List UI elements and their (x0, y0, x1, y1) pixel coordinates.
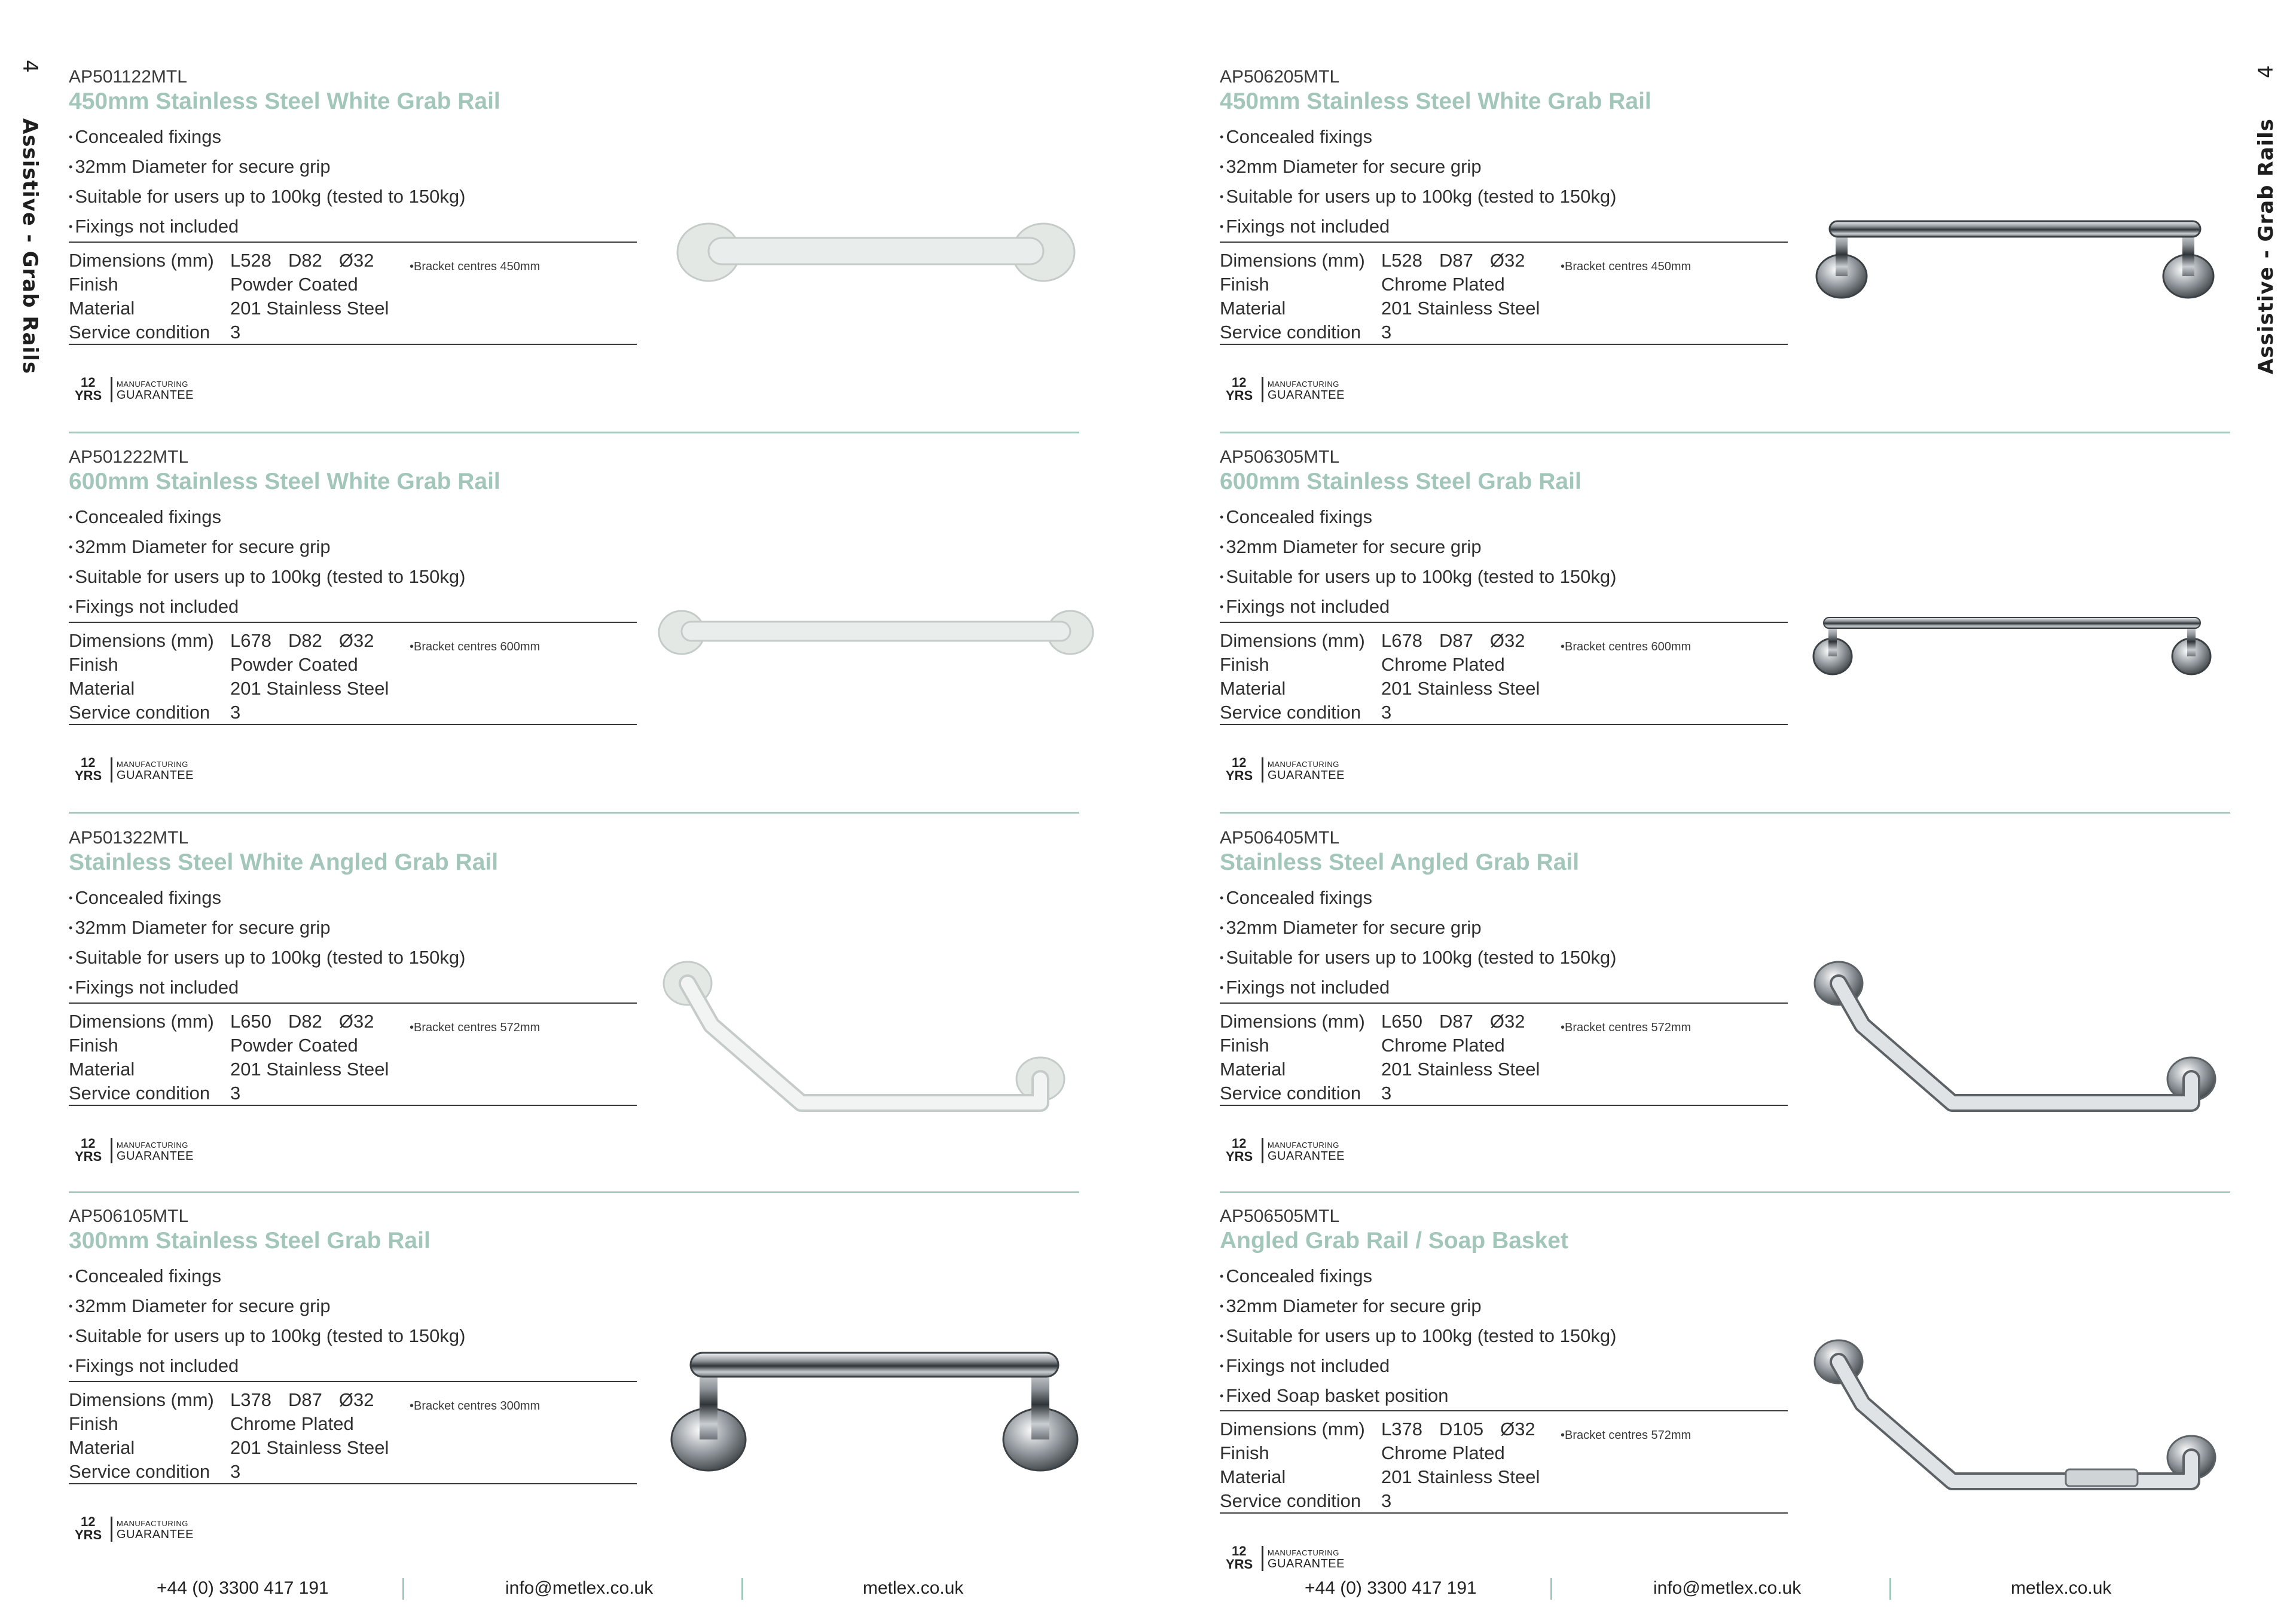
left-section-title: Assistive - Grab Rails (18, 118, 42, 375)
spec-table (1220, 1002, 1788, 1106)
spec-value-service: 3 (1381, 1490, 1392, 1511)
spec-value-finish: Chrome Plated (1381, 654, 1505, 675)
guarantee-badge (1225, 375, 1356, 405)
spec-row-finish (69, 274, 637, 298)
spec-value-material: 201 Stainless Steel (1381, 1466, 1540, 1487)
spec-value-dimensions (1381, 1419, 1552, 1440)
dim-diameter: Ø32 (338, 1011, 374, 1032)
product-name: 600mm Stainless Steel Grab Rail (1220, 469, 1581, 494)
spec-label: Dimensions (mm) (1220, 250, 1365, 271)
spec-label: Finish (69, 1413, 118, 1434)
feature-list (1220, 883, 1616, 1002)
grab-rail-image (658, 567, 1100, 749)
spec-value-finish: Powder Coated (230, 274, 358, 295)
guarantee-line2: GUARANTEE (117, 389, 194, 402)
spec-value-finish: Powder Coated (230, 654, 358, 675)
guarantee-line1: MANUFACTURING (1268, 760, 1339, 769)
spec-row-material (69, 1059, 637, 1083)
guarantee-bar (111, 1138, 112, 1163)
spec-label: Service condition (69, 1461, 210, 1482)
spec-table (69, 622, 637, 725)
spec-value-finish: Chrome Plated (230, 1413, 354, 1434)
section-divider (1220, 1191, 2230, 1193)
dim-diameter: Ø32 (1489, 250, 1525, 271)
spec-label: Dimensions (mm) (1220, 1419, 1365, 1439)
guarantee-bar (1262, 1546, 1263, 1571)
spec-label: Service condition (1220, 702, 1361, 723)
spec-row-material (69, 678, 637, 702)
guarantee-bar (1262, 377, 1263, 402)
spec-value-material: 201 Stainless Steel (230, 1437, 389, 1458)
guarantee-line2: GUARANTEE (1268, 389, 1345, 402)
feature-bullet: • Suitable for users up to 100kg (tested to 150kg) (1220, 182, 1616, 212)
right-side-tab (2254, 60, 2278, 380)
feature-list (1220, 502, 1616, 622)
right-page-number: 4 (2254, 65, 2278, 78)
dim-length: L678 (1381, 630, 1422, 651)
guarantee-badge (74, 375, 205, 405)
guarantee-years: 12 (1232, 375, 1247, 390)
feature-bullet: • 32mm Diameter for secure grip (69, 913, 465, 943)
section-divider (69, 432, 1079, 433)
guarantee-yrs: YRS (1226, 388, 1253, 403)
spec-label: Finish (1220, 1035, 1269, 1056)
spec-label: Service condition (69, 702, 210, 723)
grab-rail-image (658, 187, 1100, 369)
grab-rail-image (658, 947, 1100, 1130)
spec-value-dimensions (1381, 1011, 1541, 1032)
product-name: Stainless Steel White Angled Grab Rail (69, 849, 499, 875)
spec-label: Finish (69, 274, 118, 295)
bracket-note: • Bracket centres 450mm (410, 259, 553, 274)
guarantee-line2: GUARANTEE (1268, 1557, 1345, 1570)
bracket-note: • Bracket centres 600mm (410, 640, 553, 654)
spec-row-material (1220, 678, 1788, 702)
product-code: AP506205MTL (1220, 67, 1340, 87)
feature-bullet: • Fixed Soap basket position (1220, 1381, 1616, 1411)
spec-value-service: 3 (1381, 1083, 1392, 1104)
feature-bullet: • 32mm Diameter for secure grip (1220, 532, 1616, 562)
dim-diameter: Ø32 (338, 630, 374, 651)
spec-label: Service condition (1220, 1083, 1361, 1104)
dim-length: L650 (1381, 1011, 1422, 1032)
spec-row-material (1220, 1466, 1788, 1490)
section-divider (1220, 812, 2230, 814)
spec-row-dimensions (69, 630, 637, 654)
spec-label: Material (1220, 298, 1286, 319)
spec-table (69, 1002, 637, 1106)
guarantee-bar (1262, 1138, 1263, 1163)
spec-label: Dimensions (mm) (69, 250, 214, 271)
feature-bullet: • Suitable for users up to 100kg (tested to 150kg) (69, 562, 465, 592)
spec-label: Material (69, 298, 135, 319)
spec-row-finish (69, 654, 637, 678)
spec-value-service: 3 (230, 1461, 241, 1482)
dim-length: L378 (1381, 1419, 1422, 1439)
section-divider (69, 812, 1079, 814)
spec-row-material (69, 298, 637, 322)
spec-row-finish (1220, 1035, 1788, 1059)
spec-row-dimensions (69, 250, 637, 274)
product-name: 600mm Stainless Steel White Grab Rail (69, 469, 500, 494)
left-footer-email: info@metlex.co.uk (505, 1578, 654, 1598)
product-code: AP506505MTL (1220, 1206, 1340, 1226)
guarantee-badge (1225, 1543, 1356, 1573)
spec-value-material: 201 Stainless Steel (1381, 678, 1540, 699)
bracket-note: • Bracket centres 450mm (1561, 259, 1704, 274)
spec-label: Service condition (1220, 322, 1361, 343)
dim-depth: D87 (1439, 630, 1473, 651)
spec-row-dimensions (1220, 1419, 1788, 1442)
spec-value-service: 3 (230, 1083, 241, 1104)
product-code: AP501122MTL (69, 67, 187, 87)
feature-bullet: • Fixings not included (69, 212, 465, 242)
feature-bullet: • Concealed fixings (69, 1261, 465, 1291)
spec-label: Dimensions (mm) (1220, 1011, 1365, 1032)
guarantee-years: 12 (81, 1514, 96, 1529)
dim-depth: D105 (1439, 1419, 1484, 1439)
bracket-note: • Bracket centres 572mm (1561, 1428, 1704, 1442)
dim-length: L378 (230, 1389, 271, 1410)
product-code: AP501322MTL (69, 828, 189, 848)
spec-label: Finish (1220, 654, 1269, 675)
guarantee-line1: MANUFACTURING (117, 760, 188, 769)
spec-row-dimensions (1220, 630, 1788, 654)
spec-row-dimensions (69, 1389, 637, 1413)
right-section-title: Assistive - Grab Rails (2254, 118, 2278, 375)
spec-row-material (1220, 1059, 1788, 1083)
dim-length: L650 (230, 1011, 271, 1032)
feature-bullet: • Fixings not included (69, 1351, 465, 1381)
dim-depth: D82 (288, 630, 322, 651)
spec-row-finish (1220, 274, 1788, 298)
guarantee-bar (111, 1517, 112, 1542)
product-name: Angled Grab Rail / Soap Basket (1220, 1228, 1568, 1254)
spec-table (1220, 242, 1788, 345)
spec-row-service (69, 1461, 637, 1485)
feature-list (69, 122, 465, 242)
product-code: AP506105MTL (69, 1206, 189, 1226)
guarantee-yrs: YRS (75, 1149, 102, 1164)
spec-value-dimensions (230, 250, 390, 271)
right-footer-phone: +44 (0) 3300 417 191 (1305, 1578, 1477, 1598)
feature-bullet: • Fixings not included (69, 973, 465, 1002)
spec-label: Service condition (69, 322, 210, 343)
dim-diameter: Ø32 (338, 250, 374, 271)
spec-value-finish: Powder Coated (230, 1035, 358, 1056)
spec-row-material (69, 1437, 637, 1461)
guarantee-line2: GUARANTEE (117, 769, 194, 782)
spec-row-material (1220, 298, 1788, 322)
spec-value-finish: Chrome Plated (1381, 1442, 1505, 1463)
dim-depth: D87 (288, 1389, 322, 1410)
grab-rail-image (1809, 947, 2251, 1130)
spec-row-finish (69, 1035, 637, 1059)
guarantee-years: 12 (81, 755, 96, 770)
feature-bullet: • Fixings not included (1220, 212, 1616, 242)
guarantee-years: 12 (1232, 755, 1247, 770)
dim-depth: D82 (288, 250, 322, 271)
feature-bullet: • Suitable for users up to 100kg (tested to 150kg) (1220, 562, 1616, 592)
guarantee-line1: MANUFACTURING (1268, 1141, 1339, 1150)
product-name: 300mm Stainless Steel Grab Rail (69, 1228, 430, 1254)
spec-value-dimensions (1381, 250, 1541, 271)
feature-bullet: • Fixings not included (69, 592, 465, 622)
product-name: 450mm Stainless Steel White Grab Rail (1220, 88, 1651, 114)
feature-bullet: • Concealed fixings (1220, 502, 1616, 532)
guarantee-years: 12 (81, 375, 96, 390)
grab-rail-image (1809, 567, 2251, 749)
product-code: AP501222MTL (69, 447, 189, 467)
bracket-note: • Bracket centres 300mm (410, 1399, 553, 1413)
grab-rail-image (1809, 1326, 2251, 1508)
spec-value-material: 201 Stainless Steel (1381, 298, 1540, 319)
dim-diameter: Ø32 (1489, 630, 1525, 651)
spec-value-finish: Chrome Plated (1381, 1035, 1505, 1056)
right-footer-separator (1550, 1578, 1552, 1600)
feature-bullet: • 32mm Diameter for secure grip (1220, 152, 1616, 182)
spec-label: Finish (1220, 1442, 1269, 1463)
guarantee-line2: GUARANTEE (117, 1528, 194, 1541)
feature-bullet: • 32mm Diameter for secure grip (69, 532, 465, 562)
feature-bullet: • Concealed fixings (69, 502, 465, 532)
spec-label: Material (1220, 1466, 1286, 1487)
guarantee-yrs: YRS (1226, 1557, 1253, 1572)
guarantee-years: 12 (1232, 1543, 1247, 1558)
spec-row-service (1220, 1083, 1788, 1107)
spec-value-material: 201 Stainless Steel (1381, 1059, 1540, 1080)
dim-depth: D87 (1439, 250, 1473, 271)
dim-diameter: Ø32 (338, 1389, 374, 1410)
bracket-note: • Bracket centres 600mm (1561, 640, 1704, 654)
feature-bullet: • Fixings not included (1220, 1351, 1616, 1381)
right-footer-separator (1889, 1578, 1891, 1600)
left-side-tab (18, 60, 42, 380)
dim-depth: D87 (1439, 1011, 1473, 1032)
grab-rail-image (1809, 187, 2251, 369)
feature-bullet: • 32mm Diameter for secure grip (69, 152, 465, 182)
guarantee-badge (1225, 1136, 1356, 1166)
guarantee-line2: GUARANTEE (1268, 769, 1345, 782)
left-footer-separator (402, 1578, 404, 1600)
spec-table (69, 242, 637, 345)
guarantee-line2: GUARANTEE (1268, 1150, 1345, 1163)
guarantee-years: 12 (81, 1136, 96, 1151)
spec-value-material: 201 Stainless Steel (230, 1059, 389, 1080)
spec-label: Material (69, 1437, 135, 1458)
spec-row-service (69, 322, 637, 346)
guarantee-bar (1262, 757, 1263, 783)
right-footer-web: metlex.co.uk (2011, 1578, 2112, 1598)
spec-value-dimensions (1381, 630, 1541, 652)
feature-bullet: • 32mm Diameter for secure grip (69, 1291, 465, 1321)
feature-bullet: • Suitable for users up to 100kg (tested to 150kg) (1220, 1321, 1616, 1351)
guarantee-yrs: YRS (75, 388, 102, 403)
dim-length: L528 (1381, 250, 1422, 271)
guarantee-line1: MANUFACTURING (117, 380, 188, 389)
feature-bullet: • Concealed fixings (69, 122, 465, 152)
feature-list (69, 883, 465, 1002)
feature-list (1220, 122, 1616, 242)
spec-row-finish (69, 1413, 637, 1437)
guarantee-years: 12 (1232, 1136, 1247, 1151)
feature-bullet: • Suitable for users up to 100kg (tested to 150kg) (1220, 943, 1616, 973)
spec-row-dimensions (1220, 1011, 1788, 1035)
feature-bullet: • Fixings not included (1220, 973, 1616, 1002)
dim-depth: D82 (288, 1011, 322, 1032)
spec-label: Finish (69, 1035, 118, 1056)
left-page-number: 4 (18, 60, 42, 73)
feature-bullet: • Suitable for users up to 100kg (tested to 150kg) (69, 182, 465, 212)
guarantee-line2: GUARANTEE (117, 1150, 194, 1163)
spec-label: Dimensions (mm) (1220, 630, 1365, 651)
feature-bullet: • Concealed fixings (1220, 1261, 1616, 1291)
feature-bullet: • Suitable for users up to 100kg (tested to 150kg) (69, 1321, 465, 1351)
guarantee-bar (111, 377, 112, 402)
guarantee-badge (1225, 755, 1356, 785)
spec-label: Material (1220, 1059, 1286, 1080)
spec-value-service: 3 (1381, 702, 1392, 723)
right-footer-email: info@metlex.co.uk (1653, 1578, 1802, 1598)
guarantee-line1: MANUFACTURING (1268, 1548, 1339, 1557)
spec-table (1220, 1410, 1788, 1514)
guarantee-yrs: YRS (75, 1527, 102, 1542)
spec-value-dimensions (230, 1011, 390, 1032)
dim-length: L678 (230, 630, 271, 651)
product-name: 450mm Stainless Steel White Grab Rail (69, 88, 500, 114)
feature-bullet: • Suitable for users up to 100kg (tested to 150kg) (69, 943, 465, 973)
left-footer-web: metlex.co.uk (863, 1578, 964, 1598)
spec-table (69, 1381, 637, 1484)
product-code: AP506405MTL (1220, 828, 1340, 848)
spec-value-material: 201 Stainless Steel (230, 298, 389, 319)
bracket-note: • Bracket centres 572mm (1561, 1020, 1704, 1035)
guarantee-yrs: YRS (1226, 1149, 1253, 1164)
spec-row-service (69, 702, 637, 726)
spec-row-service (1220, 322, 1788, 346)
spec-label: Dimensions (mm) (69, 630, 214, 651)
spec-row-service (1220, 702, 1788, 726)
spec-label: Material (69, 1059, 135, 1080)
feature-bullet: • Fixings not included (1220, 592, 1616, 622)
spec-row-finish (1220, 654, 1788, 678)
feature-bullet: • 32mm Diameter for secure grip (1220, 913, 1616, 943)
spec-row-dimensions (1220, 250, 1788, 274)
spec-row-service (1220, 1490, 1788, 1514)
spec-label: Service condition (69, 1083, 210, 1104)
spec-row-dimensions (69, 1011, 637, 1035)
feature-list (69, 502, 465, 622)
bracket-note: • Bracket centres 572mm (410, 1020, 553, 1035)
dim-length: L528 (230, 250, 271, 271)
left-footer-phone: +44 (0) 3300 417 191 (157, 1578, 329, 1598)
spec-row-service (69, 1083, 637, 1107)
dim-diameter: Ø32 (1500, 1419, 1535, 1439)
spec-label: Material (1220, 678, 1286, 699)
spec-value-service: 3 (230, 702, 241, 723)
spec-value-dimensions (230, 1389, 390, 1411)
section-divider (1220, 432, 2230, 433)
left-footer-separator (741, 1578, 743, 1600)
spec-value-finish: Chrome Plated (1381, 274, 1505, 295)
guarantee-badge (74, 1136, 205, 1166)
guarantee-yrs: YRS (75, 768, 102, 783)
feature-list (69, 1261, 465, 1381)
spec-label: Material (69, 678, 135, 699)
feature-bullet: • Concealed fixings (69, 883, 465, 913)
feature-bullet: • 32mm Diameter for secure grip (1220, 1291, 1616, 1321)
spec-value-service: 3 (1381, 322, 1392, 343)
guarantee-line1: MANUFACTURING (117, 1519, 188, 1528)
guarantee-line1: MANUFACTURING (117, 1141, 188, 1150)
guarantee-bar (111, 757, 112, 783)
spec-label: Service condition (1220, 1490, 1361, 1511)
spec-label: Finish (1220, 274, 1269, 295)
spec-value-material: 201 Stainless Steel (230, 678, 389, 699)
feature-bullet: • Concealed fixings (1220, 122, 1616, 152)
feature-bullet: • Concealed fixings (1220, 883, 1616, 913)
spec-table (1220, 622, 1788, 725)
section-divider (69, 1191, 1079, 1193)
spec-label: Dimensions (mm) (69, 1011, 214, 1032)
grab-rail-image (658, 1326, 1100, 1508)
dim-diameter: Ø32 (1489, 1011, 1525, 1032)
spec-label: Finish (69, 654, 118, 675)
spec-label: Dimensions (mm) (69, 1389, 214, 1410)
product-name: Stainless Steel Angled Grab Rail (1220, 849, 1580, 875)
guarantee-badge (74, 1514, 205, 1544)
spec-value-service: 3 (230, 322, 241, 343)
guarantee-line1: MANUFACTURING (1268, 380, 1339, 389)
guarantee-badge (74, 755, 205, 785)
feature-list (1220, 1261, 1616, 1411)
spec-value-dimensions (230, 630, 390, 652)
guarantee-yrs: YRS (1226, 768, 1253, 783)
spec-row-finish (1220, 1442, 1788, 1466)
product-code: AP506305MTL (1220, 447, 1340, 467)
